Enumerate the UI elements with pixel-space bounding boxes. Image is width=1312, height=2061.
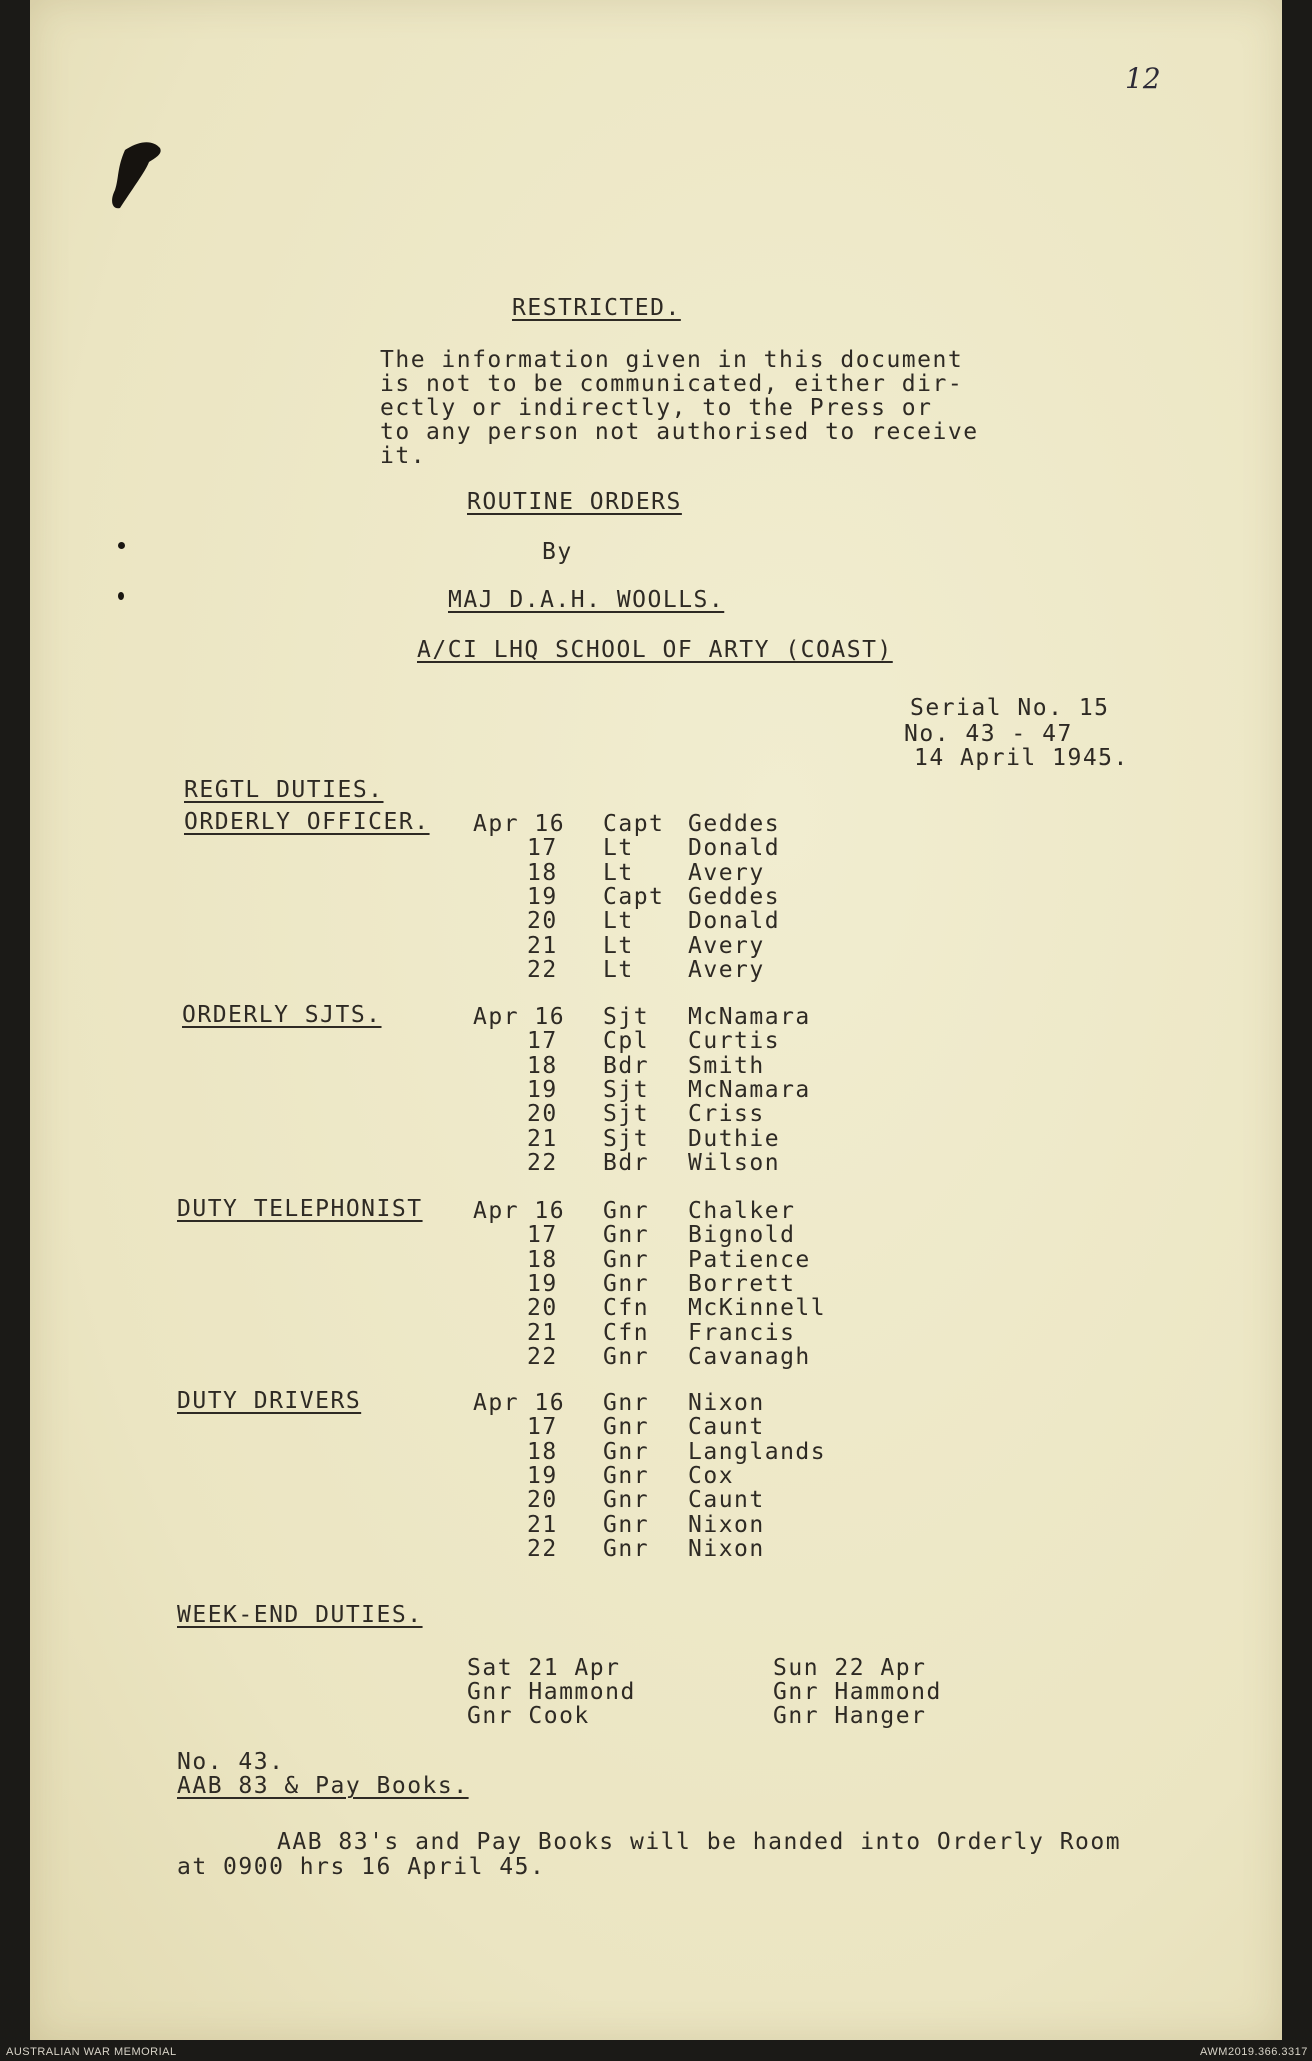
- duty-row-name: Cox: [688, 1462, 735, 1489]
- duty-row-rank: Capt: [603, 883, 665, 910]
- duty-row-name: Borrett: [688, 1270, 796, 1297]
- restricted-line: it.: [380, 443, 427, 469]
- regtl-duties-heading: REGTL DUTIES.: [184, 777, 384, 803]
- duty-row-day: Apr 16: [473, 1390, 566, 1416]
- duty-row-name: Patience: [688, 1246, 811, 1273]
- duty-row-day: 20: [527, 908, 558, 935]
- duty-row-day: 21: [527, 932, 558, 959]
- restricted-heading: RESTRICTED.: [512, 295, 681, 321]
- duty-row-day: 21: [527, 1319, 558, 1346]
- duty-row-name: Geddes: [688, 883, 781, 910]
- duty-row-name: McNamara: [688, 1004, 811, 1030]
- duty-row-day: 18: [527, 1438, 558, 1465]
- duty-row-rank: Sjt: [603, 1076, 650, 1103]
- duty-section-label: ORDERLY SJTS.: [182, 1002, 382, 1028]
- duty-row-name: Criss: [688, 1101, 765, 1128]
- duty-row-name: Francis: [688, 1319, 796, 1346]
- duty-row-rank: Cfn: [603, 1295, 650, 1322]
- duty-row-day: Apr 16: [473, 1198, 566, 1224]
- weekend-sun-name: Gnr Hanger: [773, 1703, 927, 1729]
- duty-row-name: Wilson: [688, 1149, 781, 1176]
- serial-number: Serial No. 15: [910, 695, 1110, 721]
- duty-row-day: 22: [527, 956, 558, 983]
- duty-row-day: 20: [527, 1295, 558, 1322]
- duty-row-rank: Bdr: [603, 1052, 650, 1079]
- duty-row-name: Cavanagh: [688, 1343, 811, 1370]
- duty-row-day: 22: [527, 1343, 558, 1370]
- duty-row-day: Apr 16: [473, 1004, 566, 1030]
- title-unit: A/CI LHQ SCHOOL OF ARTY (COAST): [417, 637, 893, 663]
- weekend-sun-date: Sun 22 Apr: [773, 1655, 927, 1681]
- order-43-number: No. 43.: [177, 1749, 285, 1775]
- duty-row-day: 20: [527, 1487, 558, 1514]
- duty-row-day: 17: [527, 1028, 558, 1055]
- punch-mark: [118, 592, 124, 600]
- duty-row-rank: Sjt: [603, 1004, 650, 1030]
- duty-row-day: 18: [527, 1052, 558, 1079]
- duty-row-day: 20: [527, 1101, 558, 1128]
- duty-row-name: Nixon: [688, 1390, 765, 1416]
- duty-row-rank: Gnr: [603, 1222, 650, 1249]
- duty-section-label: DUTY DRIVERS: [177, 1388, 362, 1414]
- restricted-line: is not to be communicated, either dir-: [380, 371, 964, 397]
- duty-row-name: Geddes: [688, 811, 781, 837]
- weekend-sat-name: Gnr Cook: [467, 1703, 590, 1729]
- duty-section-label: ORDERLY OFFICER.: [184, 809, 430, 835]
- duty-row-rank: Lt: [603, 932, 634, 959]
- order-43-subject: AAB 83 & Pay Books.: [177, 1773, 469, 1799]
- document-page: [30, 0, 1282, 2040]
- duty-row-rank: Cfn: [603, 1319, 650, 1346]
- weekend-sat-date: Sat 21 Apr: [467, 1655, 621, 1681]
- duty-row-name: Caunt: [688, 1414, 765, 1441]
- duty-row-name: Avery: [688, 932, 765, 959]
- duty-row-day: 17: [527, 835, 558, 862]
- title-by: By: [542, 539, 573, 565]
- duty-row-name: Avery: [688, 859, 765, 886]
- footer-source: AUSTRALIAN WAR MEMORIAL: [6, 2046, 177, 2058]
- duty-section-label: DUTY TELEPHONIST: [177, 1196, 423, 1222]
- order-numbers: No. 43 - 47: [904, 721, 1073, 747]
- duty-row-name: Donald: [688, 835, 781, 862]
- weekend-sat-name: Gnr Hammond: [467, 1679, 636, 1705]
- duty-row-day: 18: [527, 859, 558, 886]
- restricted-line: ectly or indirectly, to the Press or: [380, 395, 933, 421]
- duty-row-day: 19: [527, 1462, 558, 1489]
- duty-row-day: 21: [527, 1125, 558, 1152]
- duty-row-rank: Gnr: [603, 1438, 650, 1465]
- duty-row-name: Donald: [688, 908, 781, 935]
- duty-row-day: 19: [527, 883, 558, 910]
- duty-row-rank: Lt: [603, 859, 634, 886]
- duty-row-name: Avery: [688, 956, 765, 983]
- duty-row-name: Duthie: [688, 1125, 781, 1152]
- ink-blot-mark: [105, 140, 175, 215]
- weekend-duties-heading: WEEK-END DUTIES.: [177, 1602, 423, 1628]
- duty-row-day: 17: [527, 1414, 558, 1441]
- title-routine-orders: ROUTINE ORDERS: [467, 489, 682, 515]
- restricted-line: The information given in this document: [380, 347, 964, 373]
- duty-row-rank: Sjt: [603, 1101, 650, 1128]
- duty-row-name: Curtis: [688, 1028, 781, 1055]
- title-officer: MAJ D.A.H. WOOLLS.: [448, 587, 725, 613]
- punch-mark: [118, 542, 125, 549]
- duty-row-rank: Gnr: [603, 1390, 650, 1416]
- duty-row-rank: Bdr: [603, 1149, 650, 1176]
- order-43-body-line: AAB 83's and Pay Books will be handed into Orderly Room: [277, 1829, 1122, 1855]
- duty-row-name: McNamara: [688, 1076, 811, 1103]
- duty-row-rank: Gnr: [603, 1246, 650, 1273]
- duty-row-day: 18: [527, 1246, 558, 1273]
- duty-row-name: McKinnell: [688, 1295, 827, 1322]
- duty-row-rank: Gnr: [603, 1511, 650, 1538]
- duty-row-day: 22: [527, 1535, 558, 1562]
- folio-number: 12: [1125, 62, 1161, 95]
- duty-row-rank: Gnr: [603, 1270, 650, 1297]
- duty-row-name: Bignold: [688, 1222, 796, 1249]
- order-43-body-line: at 0900 hrs 16 April 45.: [177, 1854, 546, 1880]
- duty-row-name: Nixon: [688, 1511, 765, 1538]
- duty-row-day: 22: [527, 1149, 558, 1176]
- duty-row-rank: Gnr: [603, 1535, 650, 1562]
- duty-row-name: Chalker: [688, 1198, 796, 1224]
- duty-row-rank: Cpl: [603, 1028, 650, 1055]
- duty-row-rank: Gnr: [603, 1198, 650, 1224]
- duty-row-name: Caunt: [688, 1487, 765, 1514]
- duty-row-rank: Sjt: [603, 1125, 650, 1152]
- duty-row-day: 21: [527, 1511, 558, 1538]
- duty-row-name: Nixon: [688, 1535, 765, 1562]
- duty-row-rank: Lt: [603, 835, 634, 862]
- weekend-sun-name: Gnr Hammond: [773, 1679, 942, 1705]
- duty-row-rank: Gnr: [603, 1487, 650, 1514]
- duty-row-name: Smith: [688, 1052, 765, 1079]
- duty-row-name: Langlands: [688, 1438, 827, 1465]
- duty-row-rank: Gnr: [603, 1343, 650, 1370]
- duty-row-rank: Lt: [603, 908, 634, 935]
- duty-row-day: Apr 16: [473, 811, 566, 837]
- duty-row-day: 19: [527, 1270, 558, 1297]
- footer-accession: AWM2019.366.3317: [1200, 2046, 1308, 2058]
- duty-row-rank: Gnr: [603, 1414, 650, 1441]
- duty-row-rank: Gnr: [603, 1462, 650, 1489]
- restricted-line: to any person not authorised to receive: [380, 419, 979, 445]
- duty-row-day: 17: [527, 1222, 558, 1249]
- order-date: 14 April 1945.: [914, 745, 1129, 771]
- duty-row-rank: Capt: [603, 811, 665, 837]
- duty-row-day: 19: [527, 1076, 558, 1103]
- duty-row-rank: Lt: [603, 956, 634, 983]
